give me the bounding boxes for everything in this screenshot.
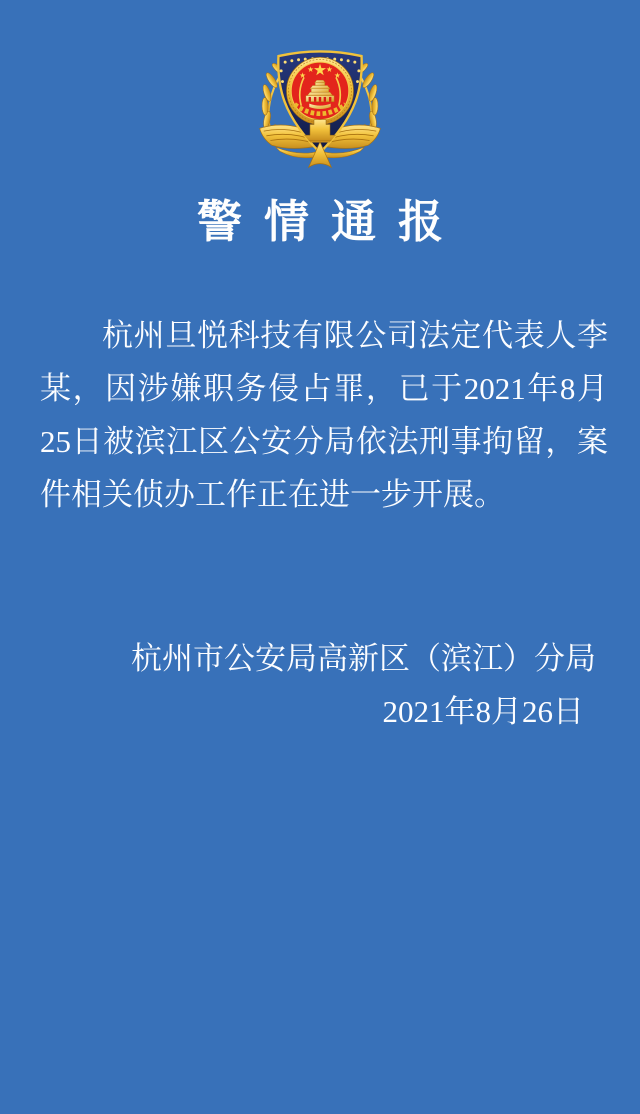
notice-body (0, 309, 640, 521)
notice-body-line: 杭州旦悦科技有限公司法定代表人李 (102, 318, 608, 353)
police-badge-icon (253, 40, 387, 174)
issue-date: 2021年8月26日 (382, 694, 584, 729)
notice-body-line: 25日被滨江区公安分局依法刑事拘留，案 (40, 424, 608, 459)
notice-body-line: 某，因涉嫌职务侵占罪，已于2021年8月 (40, 371, 608, 406)
notice-body-line: 件相关侦办工作正在进一步开展。 (40, 477, 505, 512)
issuer-name: 杭州市公安局高新区（滨江）分局 (131, 641, 596, 676)
notice-title: 警情通报 (196, 197, 465, 247)
